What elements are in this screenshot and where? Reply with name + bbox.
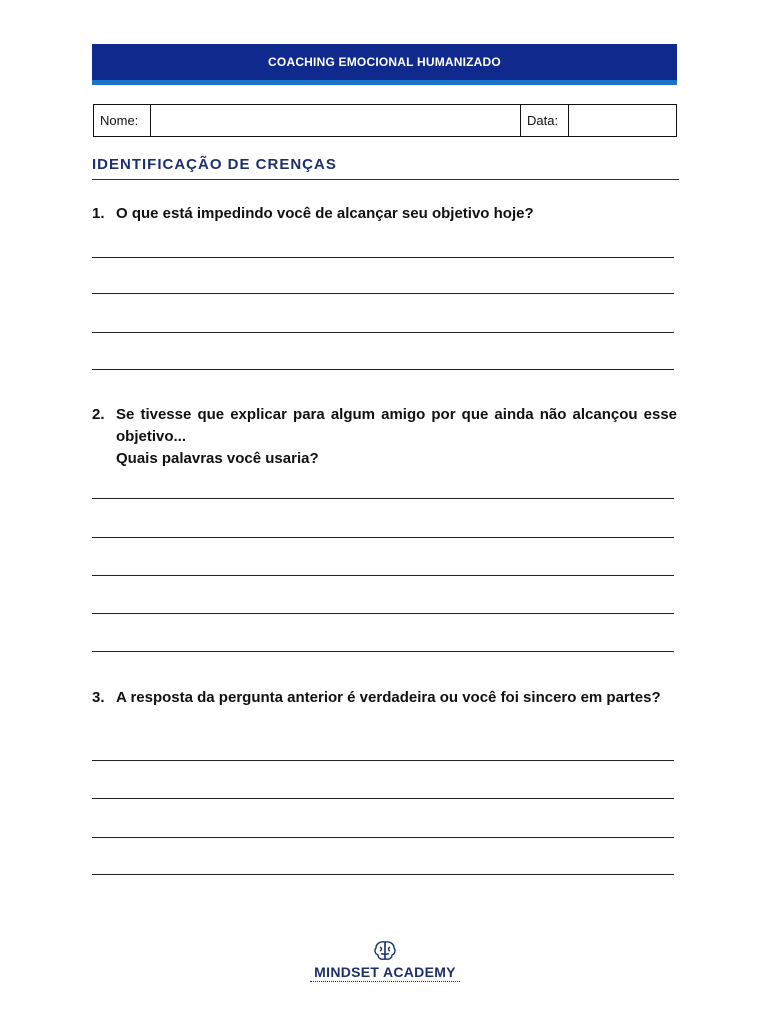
answer-line[interactable] xyxy=(92,798,674,799)
answer-line[interactable] xyxy=(92,874,674,875)
question-text: Se tivesse que explicar para algum amigo por que ainda não alcançou esse objetivo... xyxy=(116,406,677,445)
question-text: A resposta da pergunta anterior é verdadeira ou você foi sincero em partes? xyxy=(116,689,661,706)
question-1 xyxy=(92,203,677,225)
name-field[interactable] xyxy=(151,105,521,136)
answer-line[interactable] xyxy=(92,575,674,576)
brain-icon xyxy=(373,940,397,962)
question-number: 2. xyxy=(92,406,105,423)
name-label: Nome: xyxy=(94,105,151,136)
question-3 xyxy=(92,687,677,709)
answer-line[interactable] xyxy=(92,537,674,538)
date-label: Data: xyxy=(521,105,569,136)
answer-line[interactable] xyxy=(92,760,674,761)
mindset-academy-logo xyxy=(300,940,470,988)
answer-line[interactable] xyxy=(92,369,674,370)
section-title: IDENTIFICAÇÃO DE CRENÇAS xyxy=(92,156,337,173)
date-field[interactable] xyxy=(569,105,676,136)
question-number: 1. xyxy=(92,205,105,222)
answer-line[interactable] xyxy=(92,293,674,294)
logo-text: MINDSET ACADEMY xyxy=(314,964,456,980)
header-band xyxy=(92,44,677,80)
answer-line[interactable] xyxy=(92,837,674,838)
question-text: O que está impedindo você de alcançar seu objetivo hoje? xyxy=(116,205,534,222)
section-divider xyxy=(92,179,679,180)
page-title: COACHING EMOCIONAL HUMANIZADO xyxy=(268,55,501,69)
answer-line[interactable] xyxy=(92,498,674,499)
answer-line[interactable] xyxy=(92,332,674,333)
header-accent-stripe xyxy=(92,80,677,85)
answer-line[interactable] xyxy=(92,613,674,614)
question-text: Quais palavras você usaria? xyxy=(116,450,319,467)
info-table xyxy=(93,104,677,137)
answer-line[interactable] xyxy=(92,257,674,258)
question-2 xyxy=(92,404,677,470)
logo-underline xyxy=(310,981,460,984)
answer-line[interactable] xyxy=(92,651,674,652)
question-number: 3. xyxy=(92,689,105,706)
